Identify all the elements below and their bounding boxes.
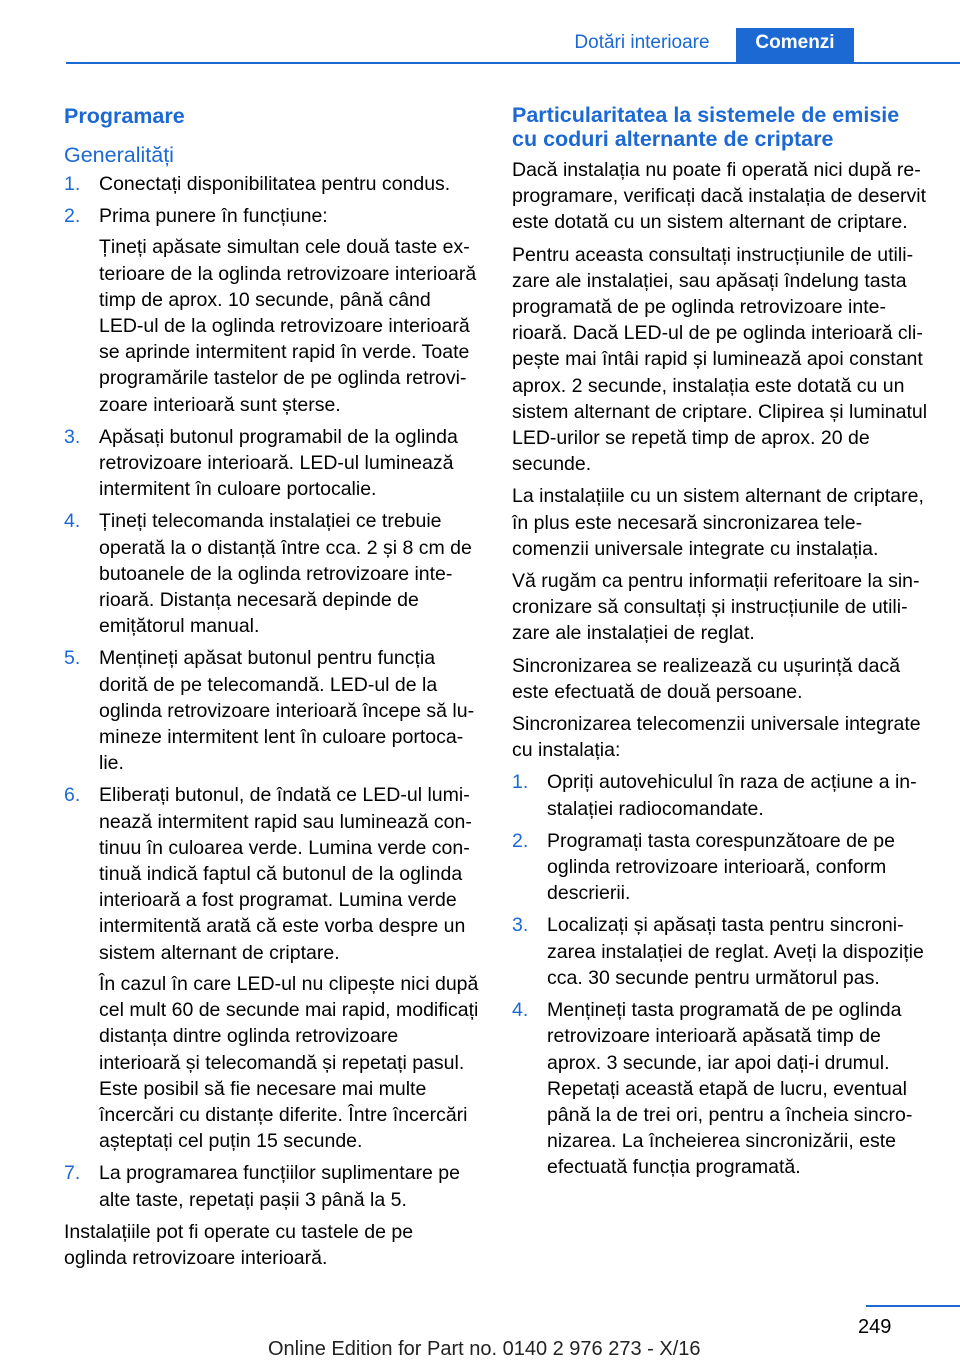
step-number: 3. — [64, 425, 81, 448]
list-item — [64, 645, 480, 776]
paragraph: Sincronizarea telecomenzii universale integrate cu instalația: — [512, 713, 921, 762]
step-number: 6. — [64, 784, 81, 807]
step-continuation: În cazul în care LED-ul nu clipește nici după cel mult 60 de secunde mai rapid, modificați distanța dintre oglinda retrovizoare interioară și telecomandă și repetați pasul. Este posibil să fie necesare mai multe încercări cu distanțe diferite. Între încercări așteptați cel puțin 15 secunde. — [99, 972, 479, 1153]
step-text: Conectați disponibilitatea pentru condus. — [99, 173, 451, 195]
left-column — [64, 100, 480, 1277]
section-title: Programare — [64, 104, 185, 128]
list-item — [64, 508, 480, 639]
footer-rule — [866, 1305, 960, 1307]
step-text: La programarea funcțiilor suplimentare pe alte taste, repetați pașii 3 până la 5. — [99, 1162, 460, 1211]
step-number: 7. — [64, 1162, 81, 1185]
programming-steps — [64, 171, 480, 1213]
page-number: 249 — [858, 1316, 892, 1338]
step-text: Mențineți apăsat butonul pentru funcția dorită de pe telecomandă. LED-ul de la oglinda retrovizoare interioară începe să lumineze intermitent lent în culoare portocalie. — [99, 647, 475, 775]
header-rule — [66, 62, 960, 64]
step-number: 2. — [512, 829, 529, 852]
right-column — [512, 100, 930, 1187]
particularity-title: Particularitatea la sistemele de emisie cu coduri alternante de criptare — [512, 103, 900, 151]
paragraph: Sincronizarea se realizează cu ușurință dacă este efectuată de două persoane. — [512, 654, 901, 703]
step-text: Localizați și apăsați tasta pentru sincronizarea instalației de reglat. Aveți la dispoziție cca. 30 secunde pentru următorul pas. — [547, 914, 924, 989]
edition-note: Online Edition for Part no. 0140 2 976 273 - X/16 — [268, 1338, 701, 1360]
step-number: 1. — [512, 771, 529, 794]
list-item — [64, 1160, 480, 1212]
step-number: 4. — [64, 510, 81, 533]
step-number: 4. — [512, 999, 529, 1022]
paragraph: Dacă instalația nu poate fi operată nici după reprogramare, verificați dacă instalația de deservit este dotată cu un sistem alternant de criptare. — [512, 159, 927, 234]
page-header — [0, 0, 960, 66]
step-text: Prima punere în funcțiune: — [99, 205, 328, 228]
list-item — [64, 171, 480, 197]
paragraph: Pentru aceasta consultați instrucțiunile de utilizare ale instalației, sau apăsați îndelung tasta programată de pe oglinda retrovizoare interioară. Dacă LED-ul de pe oglinda interioară clipește mai întâi rapid și luminează apoi constant aprox. 2 secunde, instalația este dotată cu un sistem alternant de criptare. Clipirea și luminatul LED-urilor se repetă timp de aprox. 20 de secunde. — [512, 243, 928, 476]
step-text: Eliberați butonul, de îndată ce LED-ul luminează intermitent rapid sau luminează continuu în culoarea verde. Lumina verde continuă indică faptul că butonul de la oglinda interioară a fost programat. Lumina verde intermitentă arată că este vorba despre un sistem alternant de criptare. — [99, 784, 472, 964]
sync-steps — [512, 769, 930, 1180]
list-item — [64, 203, 480, 418]
step-text: Țineți telecomanda instalației ce trebuie operată la o distanță între cca. 2 și 8 cm de butoanele de la oglinda retrovizoare interioară. Distanța necesară depinde de emițătorul manual. — [99, 510, 472, 638]
step-text: Apăsați butonul programabil de la oglinda retrovizoare interioară. LED-ul luminează intermitent în culoare portocalie. — [99, 425, 458, 501]
step-number: 2. — [64, 205, 81, 228]
header-section-tab[interactable]: Dotări interioare — [574, 32, 710, 53]
list-item — [512, 997, 930, 1180]
step-text: Mențineți tasta programată de pe oglinda retrovizoare interioară apăsată timp de aprox. 3 secunde, iar apoi dați-i drumul. Repetați această etapă de lucru, eventual până la de trei ori, pentru a încheia sincronizarea. La încheierea sincronizării, este efectuată funcția programată. — [547, 999, 913, 1179]
paragraph: Vă rugăm ca pentru informații referitoare la sincronizare să consultați și instrucțiunile de utilizare ale instalației de reglat. — [512, 570, 920, 645]
list-item — [64, 782, 480, 1154]
step-text: Opriți autovehiculul în raza de acțiune a instalației radiocomandate. — [547, 771, 917, 820]
paragraph: La instalațiile cu un sistem alternant de criptare, în plus este necesară sincronizarea telecomenzii universale integrate cu instalația. — [512, 485, 924, 560]
subsection-title: Generalități — [64, 143, 174, 167]
step-number: 3. — [512, 914, 529, 937]
list-item — [64, 424, 480, 503]
list-item — [512, 769, 930, 821]
header-active-tab[interactable]: Comenzi — [736, 28, 854, 62]
list-item — [512, 828, 930, 907]
step-text: Programați tasta corespunzătoare de pe oglinda retrovizoare interioară, conform descrierii. — [547, 829, 895, 905]
step-number: 1. — [64, 173, 81, 195]
closing-paragraph: Instalațiile pot fi operate cu tastele de pe oglinda retrovizoare interioară. — [64, 1220, 414, 1269]
list-item — [512, 912, 930, 991]
step-number: 5. — [64, 647, 81, 670]
step-continuation: Țineți apăsate simultan cele două taste exterioare de la oglinda retrovizoare interioară timp de aprox. 10 secunde, până când LED-ul de la oglinda retrovizoare interioară se aprinde intermitent rapid în verde. Toate programările tastelor de pe oglinda retrovizoare interioară sunt șterse. — [99, 236, 477, 416]
